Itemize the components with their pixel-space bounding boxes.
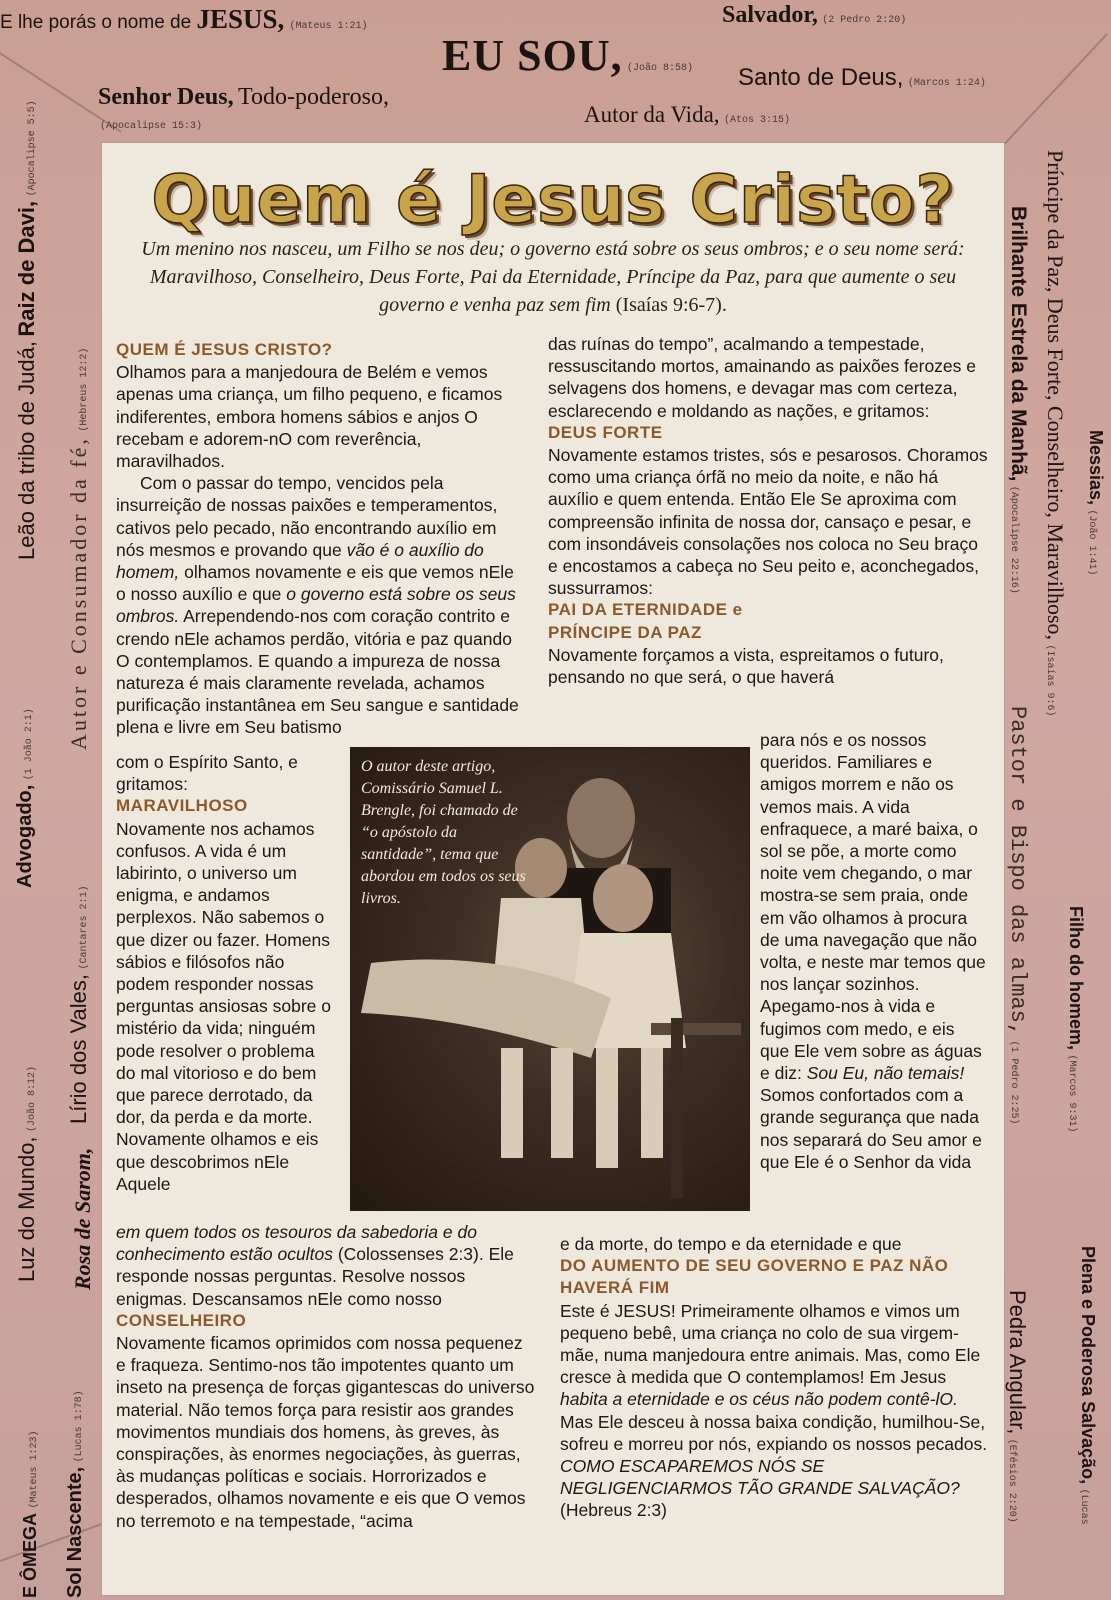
scripture-ref: (Cantares 2:1) xyxy=(79,885,90,970)
paragraph: Novamente estamos tristes, sós e pesarosos. Choramos como uma criança órfã no meio da noite, e não há auxílio e quem entenda. Então Ele Se aproxima com compreensão infinita de nossa dor, cansaço e pesar, e com insondáveis consolações nos coloca no Seu braço e encostamos a cabeça no Seu peito e, aconchegados, sussurramos: xyxy=(548,445,988,599)
name-sol-nascente: Sol Nascente, xyxy=(64,1466,86,1598)
right-column-narrow xyxy=(760,729,988,1173)
right-band-plena xyxy=(1077,1246,1098,1525)
top-band-line1 xyxy=(0,4,368,35)
scripture-ref: (Marcos 9:31) xyxy=(1066,1054,1077,1133)
name-plena-salvacao: Plena e Poderosa Salvação, xyxy=(1078,1246,1098,1485)
scripture-ref: (Isaías 9:6) xyxy=(1044,644,1055,717)
scripture-ref: (Apocalipse 15:3) xyxy=(100,121,203,132)
name-raiz-de-davi: Raiz de Davi, xyxy=(14,200,39,337)
top-band-autor xyxy=(584,102,790,128)
paragraph: Novamente nos achamos confusos. A vida é um labirinto, o universo um enigma, e andamos perplexos. Não sabemos o que dizer ou fazer. Homens sábios e filósofos não podem responder nossas perguntas ansiosas sobre o mistério da vida; ninguém pode resolver o problema do mal vitorioso e do bem que parece derrotado, da dor, da perda e da morte. Novamente olhamos e eis que descobrimos nEle Aquele xyxy=(116,818,331,1194)
scripture-ref: (Mateus 1:21) xyxy=(289,21,368,32)
scripture-ref: (Mateus 1:23) xyxy=(29,1430,40,1509)
left-band-advogado xyxy=(14,708,37,888)
name-eu-sou: EU SOU, xyxy=(442,31,623,80)
paragraph: e da morte, do tempo e da eternidade e que xyxy=(560,1234,902,1254)
scripture-ref: (2 Pedro 2:20) xyxy=(822,15,907,26)
left-column-lower xyxy=(116,1221,536,1532)
author-photo xyxy=(350,747,750,1211)
scripture-ref: (Hebreus 12:2) xyxy=(79,347,90,432)
left-band-luz xyxy=(14,1066,40,1282)
fold-seam xyxy=(0,1519,113,1562)
top-band-santo xyxy=(738,64,986,92)
left-band-col1 xyxy=(14,100,40,560)
name-jesus: JESUS, xyxy=(196,4,285,34)
name-todo-poderoso: Todo-poderoso, xyxy=(238,84,390,110)
name-santo-de-deus: Santo de Deus, xyxy=(738,64,904,91)
left-band-col2 xyxy=(66,348,92,750)
scripture-ref: (1 Pedro 2:25) xyxy=(1008,1040,1019,1125)
right-column-lower xyxy=(560,1233,988,1522)
heading-principe-paz: PRÍNCIPE DA PAZ xyxy=(548,622,702,642)
heading-maravilhoso: MARAVILHOSO xyxy=(116,796,248,816)
paragraph: Novamente forçamos a vista, espreitamos o futuro, pensando no que será, o que haverá xyxy=(548,644,944,688)
name-leao: Leão da tribo de Judá, xyxy=(14,341,39,560)
left-band-rosa xyxy=(70,1148,96,1290)
paragraph: para nós e os nossos queridos. Familiares e amigos morrem e não os vemos mais. A vida enfraquece, a maré baixa, o sol se põe, a morte como noite vem chegando, o mar mostra-se sem praia, onde em vão olhamos à procura de uma navegação que não volta, e neste mar temos que nos lançar sozinhos. Apegamo-nos à vida e fugimos com medo, e eis que Ele vem sobre as águas e diz: Sou Eu, não temais! Somos confortados com a grande segurança que nada nos separará do Seu amor e que Ele é o Senhor da vida xyxy=(760,730,986,1172)
heading-quem: QUEM É JESUS CRISTO? xyxy=(116,340,333,359)
right-band-estrela xyxy=(1006,206,1030,594)
top-band-senhor xyxy=(98,84,389,111)
heading-deus-forte: DEUS FORTE xyxy=(548,422,663,442)
name-lirio: Lírio dos Vales, xyxy=(66,973,91,1124)
left-band-omega xyxy=(20,1431,41,1598)
name-luz-do-mundo: Luz do Mundo, xyxy=(14,1136,39,1282)
scripture-ref: (João 8:58) xyxy=(627,63,694,74)
left-band-sol xyxy=(64,1390,87,1598)
article-title: Quem é Jesus Cristo? xyxy=(151,161,955,238)
name-rosa-de-sarom: Rosa de Sarom, xyxy=(70,1147,95,1290)
scripture-ref: (1 João 2:1) xyxy=(24,708,35,781)
scripture-ref: (João 1:41) xyxy=(1086,509,1097,576)
photo-caption: O autor deste artigo, Comissário Samuel L. Brengle, foi chamado de “o apóstolo da santidade”, tema que abordou em todos os seus livros. xyxy=(361,758,526,907)
paragraph: Com o passar do tempo, vencidos pela insurreição de nossas paixões e temperamentos, cativos pelo pecado, não encontrando auxílio em nós mesmos e provando que vão é o auxílio do homem, olhamos novamente e eis que vemos nEle o nosso auxílio e que o governo está sobre os seus ombros. Arrependendo-nos com coração contrito e crendo nEle achamos perdão, vitória e paz quando O contemplamos. E quando a impureza de nossa natureza é mais claramente revelada, achamos purificação instantânea em Seu sangue e santidade plena e livre em Seu batismo xyxy=(116,473,519,738)
scripture-ref: (Apocalipse 5:5) xyxy=(27,100,38,197)
intro-text: Um menino nos nasceu, um Filho se nos deu; o governo está sobre os seus ombros; e o seu nome será: Maravilhoso, Conselheiro, Deus Forte, Pai da Eternidade, Príncipe da Paz, para que aumente o seu governo e venha paz sem fim xyxy=(141,238,965,316)
name-autor-da-vida: Autor da Vida, xyxy=(584,102,720,127)
top-band-salvador xyxy=(722,2,906,29)
name-senhor-deus: Senhor Deus, xyxy=(98,84,234,110)
name-pedra-angular: Pedra Angular, xyxy=(1005,1290,1030,1435)
scripture-ref: (Lucas xyxy=(1078,1488,1089,1525)
heading-aumento: DO AUMENTO DE SEU GOVERNO E PAZ NÃO HAVERÁ FIM xyxy=(560,1256,949,1298)
name-omega: E ÔMEGA xyxy=(20,1512,40,1598)
top-band-ref-apoc xyxy=(100,115,202,133)
right-band-pastor xyxy=(1005,706,1030,1125)
right-column xyxy=(548,333,988,688)
name-autor-consumador: Autor e Consumador da fé, xyxy=(66,436,91,750)
name-messias: Messias, xyxy=(1086,430,1106,506)
name-intro: E lhe porás o nome de xyxy=(0,12,192,33)
right-band-pedra xyxy=(1004,1290,1030,1523)
name-advogado: Advogado, xyxy=(14,784,36,888)
right-band-principe xyxy=(1042,150,1068,716)
article-panel xyxy=(102,143,1004,1595)
heading-pai-eternidade: PAI DA ETERNIDADE e xyxy=(548,600,743,620)
left-band-lirio xyxy=(66,886,92,1124)
name-filho-do-homem: Filho do homem, xyxy=(1066,906,1086,1050)
scripture-ref: (Efésios 2:20) xyxy=(1006,1438,1017,1523)
name-pastor-bispo: Pastor e Bispo das almas, xyxy=(1005,706,1030,1037)
scripture-ref: (Lucas 1:78) xyxy=(74,1390,85,1463)
heading-conselheiro: CONSELHEIRO xyxy=(116,1310,247,1330)
scripture-ref: (Marcos 1:24) xyxy=(907,78,986,89)
paragraph: Olhamos para a manjedoura de Belém e vemos apenas uma criança, um filho pequeno, e ficamos indiferentes, embora homens sábios e anjos O recebam e adorem-nO com reverência, maravilhados. xyxy=(116,362,503,472)
name-estrela-da-manha: Brilhante Estrela da Manhã, xyxy=(1007,206,1030,482)
article-intro xyxy=(120,235,986,319)
paragraph: Novamente ficamos oprimidos com nossa pequenez e fraqueza. Sentimo-nos tão impotentes quanto um inseto na presença de forças gigantescas do universo material. Não temos força para resistir aos grandes movimentos mundiais dos homens, às greves, às conspirações, às enormes negociações, às guerras, às mudanças políticas e sociais. Horrorizados e desperados, olhamos novamente e eis que O vemos no terremoto e na tempestade, “acima xyxy=(116,1333,535,1531)
scripture-ref: (Atos 3:15) xyxy=(723,115,790,126)
scripture-ref: (João 8:12) xyxy=(27,1065,38,1132)
name-salvador: Salvador, xyxy=(722,2,818,28)
scripture-ref: (Apocalipse 22:16) xyxy=(1008,485,1019,594)
left-column xyxy=(116,339,524,739)
paragraph: em quem todos os tesouros da sabedoria e do conhecimento estão ocultos (Colossenses 2:3). Ele responde nossas perguntas. Resolve nossos enigmas. Descansamos nEle como nosso xyxy=(116,1222,514,1309)
paragraph: das ruínas do tempo”, acalmando a tempestade, ressuscitando mortos, amainando as paixões ferozes e selvagens dos homens, e devagar mas com certeza, esclarecendo e moldando as nações, e gritamos: xyxy=(548,334,977,421)
paragraph: Este é JESUS! Primeiramente olhamos e vimos um pequeno bebê, uma criança no colo de sua virgem-mãe, numa manjedoura entre animais. Mas, como Ele cresce à medida que O contemplamos! Em Jesus habita a eternidade e os céus não podem contê-lO. Mas Ele desceu à nossa baixa condição, humilhou-Se, sofreu e morreu por nós, expiando os nossos pecados. COMO ESCAPAREMOS NÓS SE NEGLIGENCIARMOS TÃO GRANDE SALVAÇÃO? (Hebreus 2:3) xyxy=(560,1300,988,1521)
right-band-filho xyxy=(1065,906,1086,1132)
right-band-messias xyxy=(1085,430,1106,576)
left-column-narrow xyxy=(116,751,336,1195)
intro-ref: (Isaías 9:6-7). xyxy=(615,294,727,316)
name-principe-da-paz: Príncipe da Paz, Deus Forte, Conselheiro, Maravilhoso, xyxy=(1043,150,1068,641)
fold-seam xyxy=(1004,33,1108,144)
paragraph: com o Espírito Santo, e gritamos: xyxy=(116,752,298,795)
top-band-eusou xyxy=(442,30,693,81)
